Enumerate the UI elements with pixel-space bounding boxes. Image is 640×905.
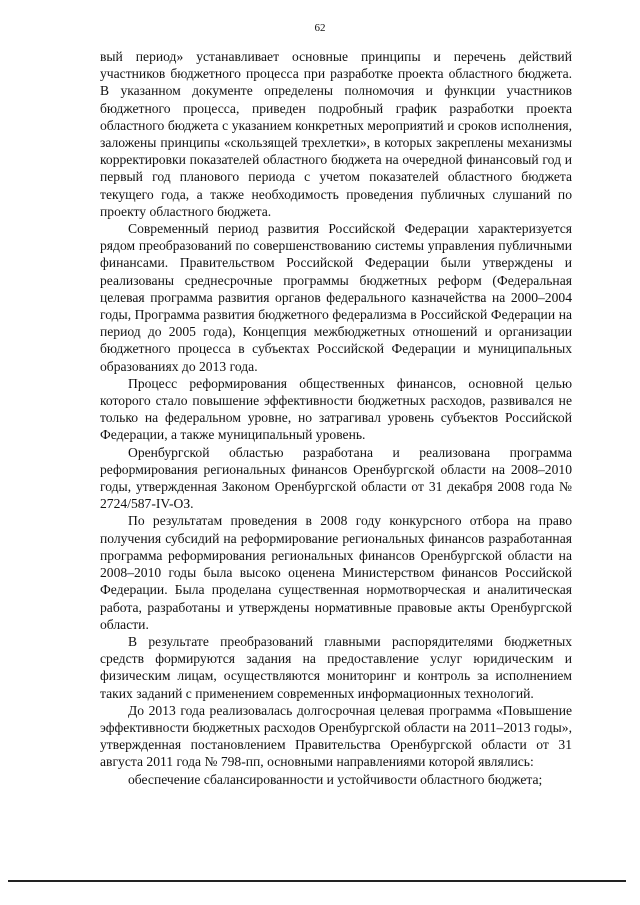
paragraph: Современный период развития Российской Федерации характеризуется рядом преобразований по совершенствованию системы управления публичными финансами. Правительством Российской Федерации были утверждены и реализованы среднесрочные программы бюджетных реформ (Федеральная целевая программа развития органов федерального казначейства на 2000–2004 годы, Программа развития бюджетного федерализма в Российской Федерации на период до 2005 года), Концепция межбюджетных отношений и организации бюджетного процесса в субъектах Российской Федерации и муниципальных образованиях до 2013 года. bbox=[100, 221, 572, 374]
paragraph: До 2013 года реализовалась долгосрочная целевая программа «Повышение эффективности бюджетных расходов Оренбургской области на 2011–2013 годы», утвержденная постановлением Правительства Оренбургской области от 31 августа 2011 года № 798-пп, основными направлениями которой являлись: bbox=[100, 702, 572, 770]
list-item: обеспечение сбалансированности и устойчивости областного бюджета; bbox=[128, 771, 543, 787]
bottom-divider bbox=[8, 880, 626, 882]
paragraph: Оренбургской областью разработана и реализована программа реформирования региональных финансов Оренбургской области на 2008–2010 годы, утвержденная Законом Оренбургской области от 31 декабря 2008 года № 2724/587-IV-ОЗ. bbox=[100, 444, 572, 512]
paragraph: Процесс реформирования общественных финансов, основной целью которого стало повышение эффективности бюджетных расходов, развивался не только на федеральном уровне, но затрагивал уровень субъектов Российской Федерации, а также муниципальный уровень. bbox=[100, 375, 572, 443]
paragraph: По результатам проведения в 2008 году конкурсного отбора на право получения субсидий на реформирование региональных финансов разработанная программа реформирования региональных финансов Оренбургской области на 2008–2010 годы была высоко оценена Министерством финансов Российской Федерации. Была проделана существенная нормотворческая и аналитическая работа, разработаны и утверждены нормативные правовые акты Оренбургской области. bbox=[100, 513, 572, 632]
paragraph: В результате преобразований главными распорядителями бюджетных средств формируются задания на предоставление услуг юридическим и физическим лицам, осуществляются мониторинг и контроль за исполнением таких заданий с применением современных информационных технологий. bbox=[100, 633, 572, 701]
document-body bbox=[100, 48, 572, 788]
paragraph-continuation: вый период» устанавливает основные принципы и перечень действий участников бюджетного процесса при разработке проекта областного бюджета. В указанном документе определены полномочия и функции участников бюджетного процесса, приведен подробный график разработки проекта областного бюджета с указанием конкретных мероприятий и сроков исполнения, заложены принципы «скользящей трехлетки», в которых закреплены механизмы корректировки показателей областного бюджета на очередной финансовый год и первый год планового периода с учетом показателей областного бюджета текущего года, а также необходимость проведения публичных слушаний по проекту областного бюджета. bbox=[100, 49, 572, 219]
page-number: 62 bbox=[314, 22, 326, 34]
